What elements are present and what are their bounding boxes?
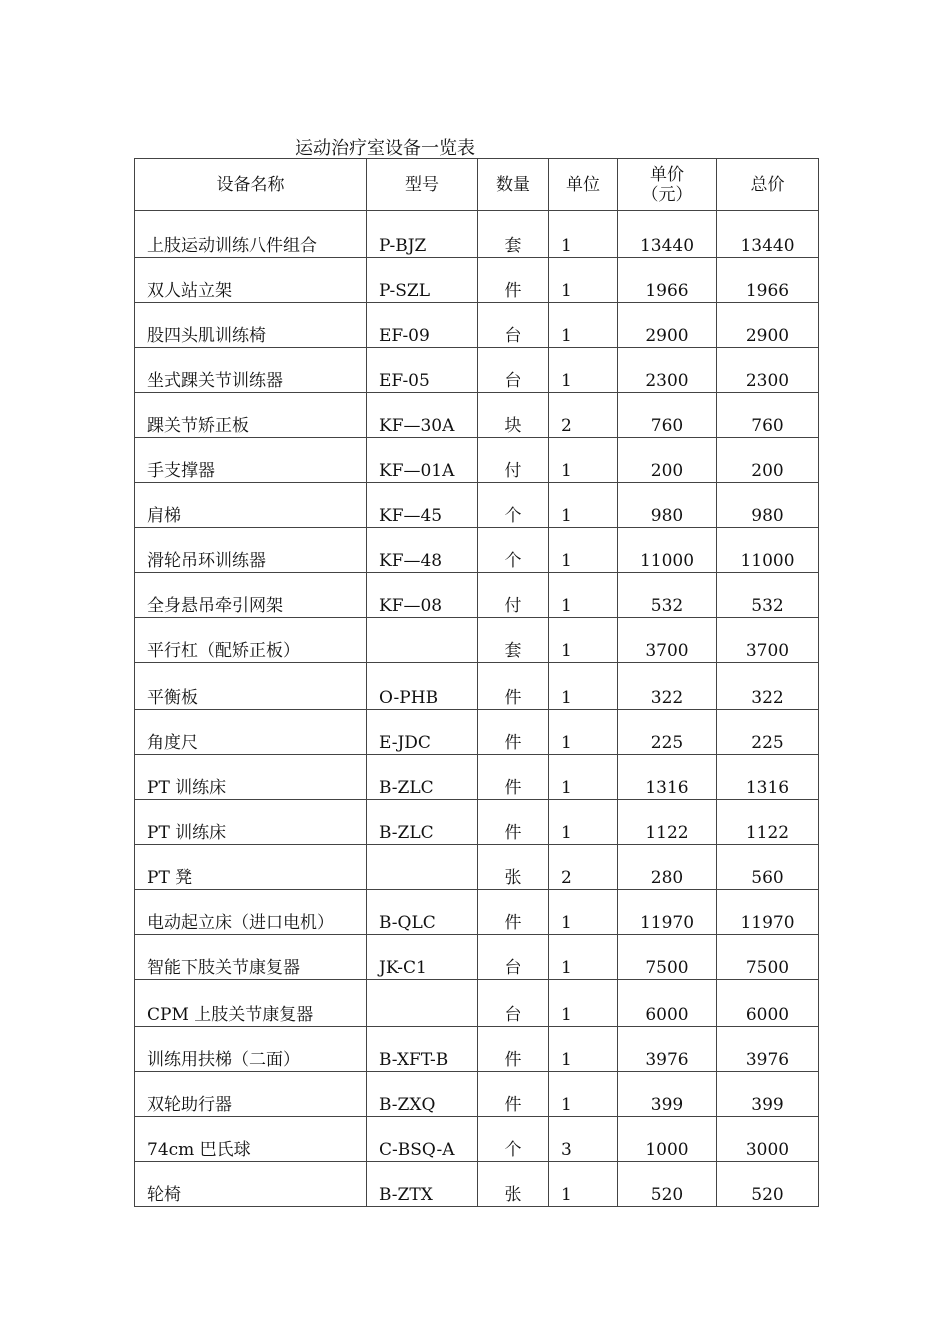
cell-qty: 件: [478, 663, 549, 710]
page-title: 运动治疗室设备一览表: [295, 138, 475, 159]
cell-price: 6000: [618, 980, 717, 1027]
table-row: [135, 1117, 819, 1162]
cell-price: 280: [618, 845, 717, 890]
cell-name: 训练用扶梯（二面）: [135, 1027, 367, 1072]
cell-total: 2300: [717, 348, 819, 393]
cell-qty: 付: [478, 438, 549, 483]
cell-model: C-BSQ-A: [367, 1117, 478, 1162]
table-row: [135, 438, 819, 483]
cell-price: 1122: [618, 800, 717, 845]
equipment-table: [134, 158, 819, 1207]
table-row: [135, 618, 819, 663]
cell-total: 532: [717, 573, 819, 618]
cell-model: P-BJZ: [367, 211, 478, 258]
cell-unit: 1: [549, 710, 618, 755]
table-row: [135, 800, 819, 845]
header-unit: 单位: [549, 159, 618, 211]
header-price: [618, 159, 717, 211]
cell-price: 11970: [618, 890, 717, 935]
cell-model: B-QLC: [367, 890, 478, 935]
cell-price: 225: [618, 710, 717, 755]
cell-name: 上肢运动训练八件组合: [135, 211, 367, 258]
cell-price: 322: [618, 663, 717, 710]
cell-unit: 1: [549, 1162, 618, 1207]
cell-model: JK-C1: [367, 935, 478, 980]
cell-qty: 个: [478, 528, 549, 573]
cell-name: 74cm 巴氏球: [135, 1117, 367, 1162]
table-row: [135, 755, 819, 800]
cell-name: 双人站立架: [135, 258, 367, 303]
cell-total: 200: [717, 438, 819, 483]
cell-unit: 1: [549, 618, 618, 663]
table-row: [135, 663, 819, 710]
header-total: 总价: [717, 159, 819, 211]
cell-model: B-ZTX: [367, 1162, 478, 1207]
cell-price: 520: [618, 1162, 717, 1207]
cell-total: 3000: [717, 1117, 819, 1162]
cell-qty: 张: [478, 845, 549, 890]
cell-unit: 1: [549, 935, 618, 980]
cell-qty: 台: [478, 935, 549, 980]
cell-name: PT 训练床: [135, 755, 367, 800]
cell-qty: 个: [478, 483, 549, 528]
table-row: [135, 258, 819, 303]
cell-total: 1122: [717, 800, 819, 845]
cell-price: 3976: [618, 1027, 717, 1072]
cell-total: 760: [717, 393, 819, 438]
table-row: [135, 980, 819, 1027]
cell-unit: 1: [549, 890, 618, 935]
cell-qty: 付: [478, 573, 549, 618]
cell-qty: 套: [478, 618, 549, 663]
cell-qty: 件: [478, 1027, 549, 1072]
cell-total: 1316: [717, 755, 819, 800]
cell-unit: 1: [549, 755, 618, 800]
cell-model: KF—08: [367, 573, 478, 618]
cell-unit: 1: [549, 800, 618, 845]
cell-price: 980: [618, 483, 717, 528]
cell-qty: 台: [478, 348, 549, 393]
cell-model: P-SZL: [367, 258, 478, 303]
cell-price: 1966: [618, 258, 717, 303]
cell-total: 225: [717, 710, 819, 755]
table-row: [135, 528, 819, 573]
cell-qty: 件: [478, 890, 549, 935]
cell-total: 7500: [717, 935, 819, 980]
cell-model: B-ZXQ: [367, 1072, 478, 1117]
cell-total: 322: [717, 663, 819, 710]
cell-qty: 件: [478, 710, 549, 755]
cell-total: 11000: [717, 528, 819, 573]
cell-price: 200: [618, 438, 717, 483]
table-row: [135, 483, 819, 528]
cell-unit: 1: [549, 573, 618, 618]
table-row: [135, 845, 819, 890]
cell-unit: 2: [549, 393, 618, 438]
cell-model: B-ZLC: [367, 800, 478, 845]
cell-qty: 件: [478, 1072, 549, 1117]
cell-model: KF—30A: [367, 393, 478, 438]
cell-total: 980: [717, 483, 819, 528]
cell-model: KF—01A: [367, 438, 478, 483]
cell-price: 532: [618, 573, 717, 618]
cell-price: 3700: [618, 618, 717, 663]
cell-price: 1000: [618, 1117, 717, 1162]
cell-total: 6000: [717, 980, 819, 1027]
header-model: 型号: [367, 159, 478, 211]
cell-name: 手支撑器: [135, 438, 367, 483]
table-row: [135, 573, 819, 618]
header-price-line1: 单价: [650, 164, 684, 185]
cell-model: E-JDC: [367, 710, 478, 755]
cell-name: 角度尺: [135, 710, 367, 755]
table-row: [135, 1162, 819, 1207]
cell-name: CPM 上肢关节康复器: [135, 980, 367, 1027]
cell-name: 平行杠（配矫正板）: [135, 618, 367, 663]
cell-name: 踝关节矫正板: [135, 393, 367, 438]
cell-price: 13440: [618, 211, 717, 258]
cell-total: 1966: [717, 258, 819, 303]
table-row: [135, 710, 819, 755]
header-price-line2: （元）: [641, 184, 693, 205]
cell-qty: 个: [478, 1117, 549, 1162]
cell-name: 轮椅: [135, 1162, 367, 1207]
cell-unit: 1: [549, 1027, 618, 1072]
cell-model: KF—45: [367, 483, 478, 528]
cell-unit: 1: [549, 483, 618, 528]
cell-name: 坐式踝关节训练器: [135, 348, 367, 393]
cell-price: 399: [618, 1072, 717, 1117]
cell-name: 智能下肢关节康复器: [135, 935, 367, 980]
cell-price: 1316: [618, 755, 717, 800]
cell-name: PT 训练床: [135, 800, 367, 845]
cell-qty: 台: [478, 980, 549, 1027]
cell-total: 11970: [717, 890, 819, 935]
cell-model: B-XFT-B: [367, 1027, 478, 1072]
cell-unit: 1: [549, 528, 618, 573]
cell-unit: 1: [549, 1072, 618, 1117]
cell-price: 7500: [618, 935, 717, 980]
cell-name: 滑轮吊环训练器: [135, 528, 367, 573]
header-qty: 数量: [478, 159, 549, 211]
cell-name: 全身悬吊牵引网架: [135, 573, 367, 618]
cell-price: 11000: [618, 528, 717, 573]
cell-qty: 件: [478, 800, 549, 845]
cell-name: 电动起立床（进口电机）: [135, 890, 367, 935]
table-row: [135, 393, 819, 438]
cell-unit: 1: [549, 258, 618, 303]
table-row: [135, 303, 819, 348]
cell-unit: 1: [549, 438, 618, 483]
cell-qty: 台: [478, 303, 549, 348]
cell-name: 平衡板: [135, 663, 367, 710]
cell-total: 520: [717, 1162, 819, 1207]
cell-model: EF-09: [367, 303, 478, 348]
table-row: [135, 1072, 819, 1117]
cell-unit: 1: [549, 980, 618, 1027]
cell-model: [367, 980, 478, 1027]
cell-unit: 2: [549, 845, 618, 890]
table-row: [135, 348, 819, 393]
cell-model: KF—48: [367, 528, 478, 573]
cell-total: 3976: [717, 1027, 819, 1072]
cell-total: 3700: [717, 618, 819, 663]
cell-unit: 1: [549, 303, 618, 348]
cell-model: B-ZLC: [367, 755, 478, 800]
cell-qty: 套: [478, 211, 549, 258]
cell-price: 2900: [618, 303, 717, 348]
cell-model: O-PHB: [367, 663, 478, 710]
cell-name: 双轮助行器: [135, 1072, 367, 1117]
table-row: [135, 935, 819, 980]
cell-unit: 1: [549, 211, 618, 258]
cell-qty: 张: [478, 1162, 549, 1207]
cell-total: 399: [717, 1072, 819, 1117]
cell-total: 2900: [717, 303, 819, 348]
table-header-row: [135, 159, 819, 211]
cell-price: 2300: [618, 348, 717, 393]
cell-model: [367, 618, 478, 663]
cell-total: 13440: [717, 211, 819, 258]
table-body: [135, 211, 819, 1207]
table-row: [135, 1027, 819, 1072]
cell-unit: 1: [549, 348, 618, 393]
cell-price: 760: [618, 393, 717, 438]
cell-qty: 块: [478, 393, 549, 438]
table-row: [135, 211, 819, 258]
cell-name: 肩梯: [135, 483, 367, 528]
header-name: 设备名称: [135, 159, 367, 211]
cell-unit: 3: [549, 1117, 618, 1162]
cell-total: 560: [717, 845, 819, 890]
cell-unit: 1: [549, 663, 618, 710]
cell-model: EF-05: [367, 348, 478, 393]
cell-qty: 件: [478, 755, 549, 800]
cell-name: PT 凳: [135, 845, 367, 890]
cell-model: [367, 845, 478, 890]
cell-name: 股四头肌训练椅: [135, 303, 367, 348]
table-row: [135, 890, 819, 935]
cell-qty: 件: [478, 258, 549, 303]
